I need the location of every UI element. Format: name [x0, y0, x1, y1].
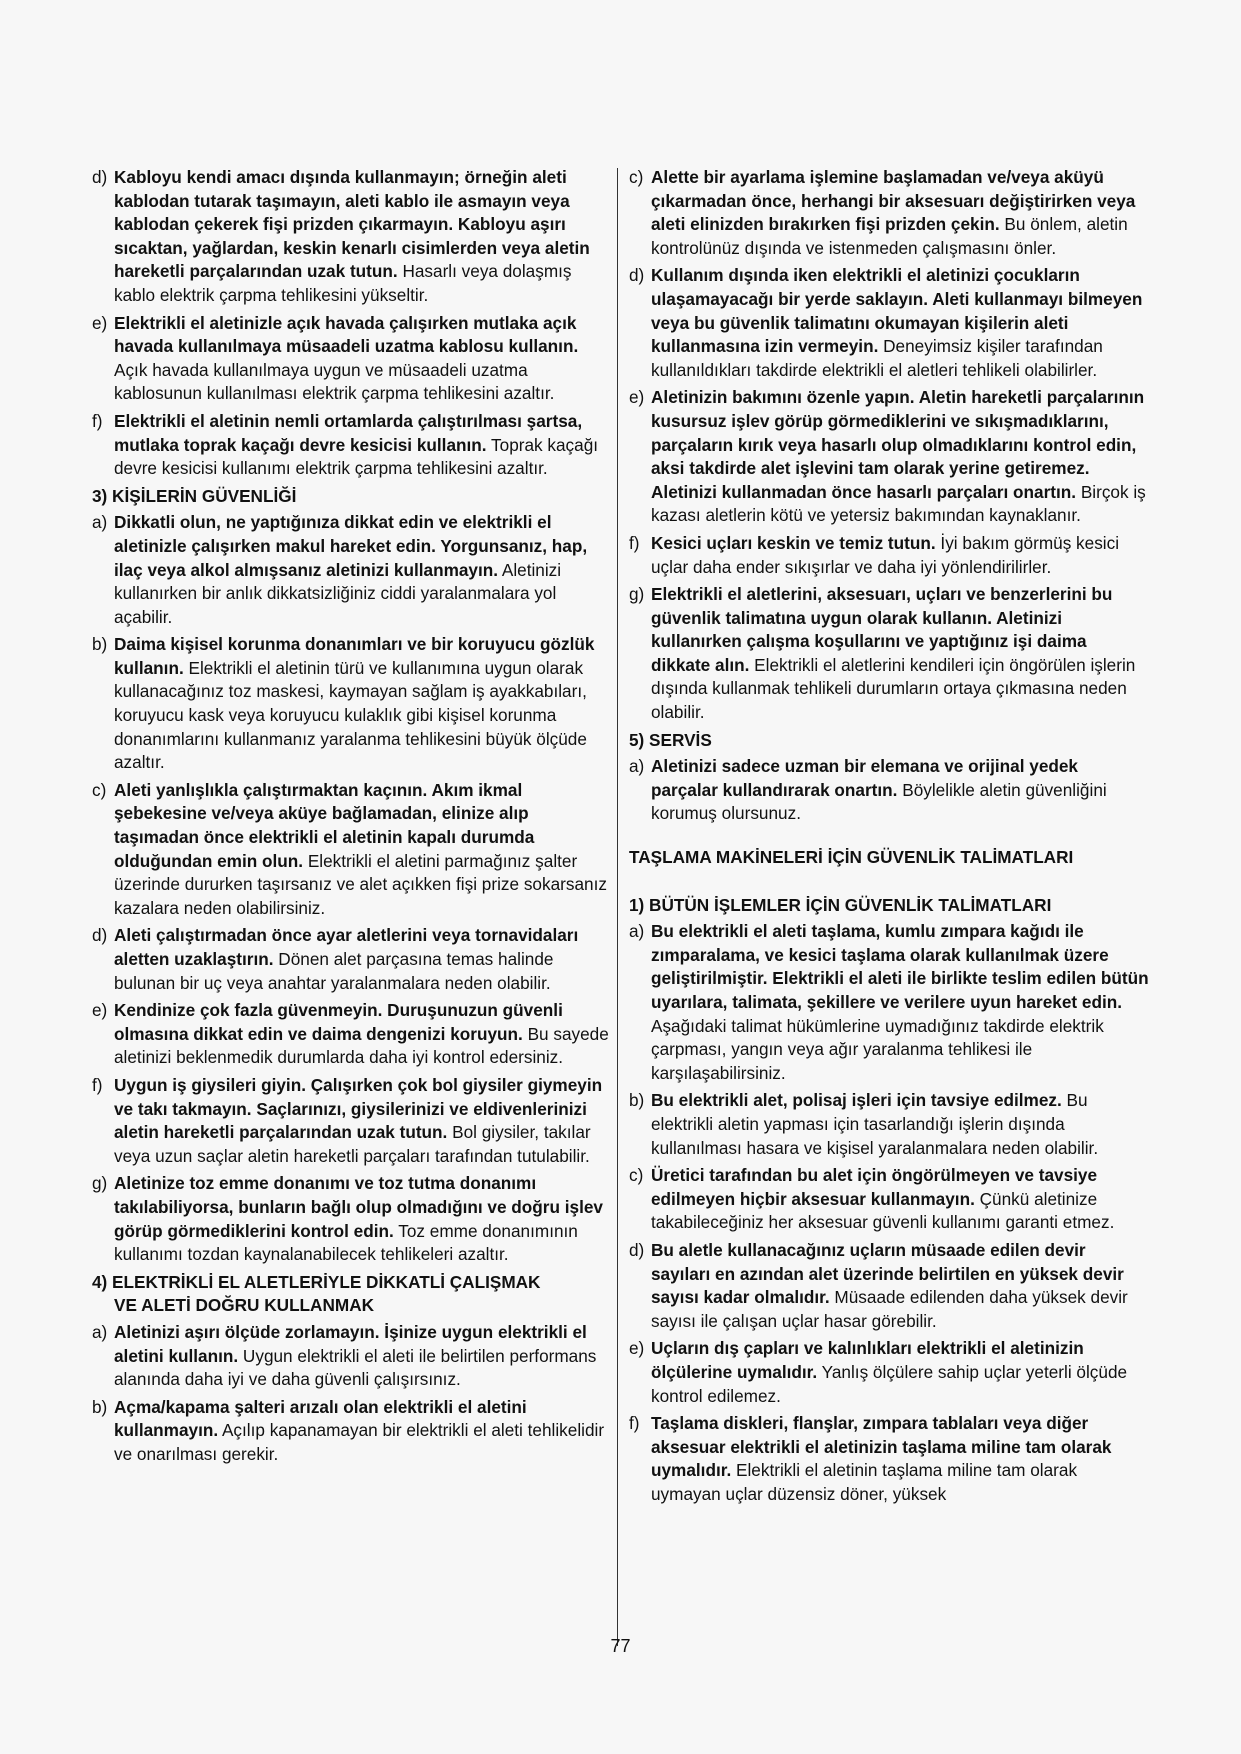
- item-text: Yanlış ölçülere sahip uçlar yeterli ölçüde kontrol edilemez.: [651, 1361, 1128, 1406]
- item-text: Elektrikli el aletinin taşlama miline tam olarak uymayan uçlar düzensiz döner, yüksek: [651, 1460, 1078, 1504]
- list-item: [92, 410, 612, 481]
- item-bold-text: Aletinizi sadece uzman bir elemana ve orijinal yedek parçalar kullandırarak onartın.: [651, 756, 1078, 800]
- list-item: [92, 779, 612, 921]
- item-letter: c): [629, 167, 644, 187]
- item-bold-text: Daima kişisel korunma donanımları ve bir koruyucu gözlük kullanın.: [114, 634, 595, 678]
- item-letter: f): [629, 1413, 640, 1434]
- page-number: 77: [610, 1636, 631, 1656]
- item-bold-text: Elektrikli el aletinizle açık havada çalışırken mutlaka açık havada kullanılmaya müsaadeli uzatma kablosu kullanın.: [114, 312, 579, 357]
- item-bold-text: Taşlama diskleri, flanşlar, zımpara tablaları veya diğer aksesuar elektrikli el aletinizin taşlama miline tam olarak uymalıdır.: [651, 1413, 1112, 1481]
- item-bold-text: Bu elektrikli el aleti taşlama, kumlu zımpara kağıdı ile zımparalama, ve kesici taşlama olarak kullanılmak üzere geliştirilmiştir. Elektrikli el aleti ile birlikte teslim edilen bütün uyarılara, talimata, şekillere ve verilere uyun hareket edin.: [651, 921, 1149, 1012]
- item-letter: b): [92, 1396, 108, 1417]
- item-bold-text: Kendinize çok fazla güvenmeyin. Duruşunuzun güvenli olmasına dikkat edin ve daima dengenizi koruyun.: [114, 1000, 563, 1044]
- item-letter: d): [92, 925, 108, 946]
- section-heading: 1) BÜTÜN İŞLEMLER İÇİN GÜVENLİK TALİMATLARI: [629, 894, 1052, 915]
- list-item: [92, 1074, 612, 1168]
- item-text: Böylelikle aletin güvenliğini korumuş olursunuz.: [651, 779, 1107, 824]
- list-item: [92, 633, 612, 775]
- list-item: [629, 1337, 1149, 1408]
- item-bold-text: Aletinize toz emme donanımı ve toz tutma donanımı takılabiliyorsa, bunların bağlı olup olmadığını ve doğru işlev görüp görmediklerini kontrol edin.: [114, 1173, 603, 1241]
- item-letter: d): [629, 265, 645, 286]
- item-bold-text: Kabloyu kendi amacı dışında kullanmayın; örneğin aleti kablodan tutarak taşımayın, aleti kablo ile asmayın veya kablodan çekerek fişi prizden çıkarmayın. Kabloyu aşırı sıcaktan, yağlardan, keskin kenarlı cisimlerden veya aletin hareketli parçalarından uzak tutun.: [114, 167, 590, 282]
- item-text: Aletinizi kullanırken bir anlık dikkatsizliğiniz ciddi yaralanmalara yol açabilir.: [114, 559, 562, 627]
- item-text: Toz emme donanımının kullanımı tozdan kaynalanabilecek tehlikeleri azaltır.: [114, 1220, 578, 1265]
- item-text: Birçok iş kazası aletlerin kötü ve yetersiz bakımından kaynaklanır.: [651, 481, 1146, 526]
- item-bold-text: Kesici uçları keskin ve temiz tutun.: [651, 532, 936, 553]
- item-letter: e): [629, 387, 645, 408]
- item-text: Açık havada kullanılmaya uygun ve müsaadeli uzatma kablosunun kullanılması elektrik çarpma tehlikesini azaltır.: [114, 359, 555, 404]
- item-text: Açılıp kapanamayan bir elektrikli el aleti tehlikelidir ve onarılması gerekir.: [114, 1420, 605, 1464]
- item-letter: d): [629, 1239, 645, 1260]
- list-item: [629, 386, 1149, 528]
- item-text: Müsaade edilenden daha yüksek devir sayısı ile çalışan uçlar hasar görebilir.: [651, 1287, 1128, 1331]
- item-text: Bol giysiler, takılar veya uzun saçlar aletin hareketli parçaları tarafından tutulabilir.: [114, 1122, 591, 1166]
- heading-line: 4) ELEKTRİKLİ EL ALETLERİYLE DİKKATLİ ÇALIŞMAK: [92, 1271, 541, 1292]
- item-letter: a): [92, 512, 108, 533]
- column-divider: [617, 168, 618, 1646]
- item-text: Dönen alet parçasına temas halinde bulunan bir uç veya anahtar yaralanmalara neden olabilir.: [114, 949, 554, 993]
- list-item: [629, 1164, 1149, 1235]
- left-column: [92, 166, 612, 1470]
- list-item: [629, 920, 1149, 1085]
- item-text: Elektrikli el aletlerini kendileri için öngörülen işlerin dışında kullanmak tehlikeli durumların ortaya çıkmasına neden olabilir.: [651, 654, 1136, 723]
- item-text: Çünkü aletinize takabileceğiniz her aksesuar güvenli kullanımı garanti etmez.: [651, 1188, 1115, 1233]
- item-bold-text: Uçların dış çapları ve kalınlıkları elektrikli el aletinizin ölçülerine uymalıdır.: [651, 1338, 1084, 1382]
- item-text: Elektrikli el aletinin türü ve kullanımına uygun olarak kullanacağınız toz maskesi, kaymayan sağlam iş ayakkabıları, koruyucu kask veya koruyucu kulaklık gibi kişisel korunma donanımlarını kullanmanız yaralanma tehlikesini büyük ölçüde azaltır.: [114, 657, 587, 773]
- list-item: [629, 1089, 1149, 1160]
- item-letter: e): [92, 312, 108, 333]
- item-bold-text: Aleti yanlışlıkla çalıştırmaktan kaçının. Akım ikmal şebekesine ve/veya aküye bağlamadan, elinize alıp taşımadan önce elektrikli el aletinin kapalı durumda olduğundan emin olun.: [114, 779, 535, 871]
- item-letter: c): [629, 1165, 644, 1186]
- item-letter: e): [92, 1000, 108, 1021]
- item-letter: a): [629, 756, 645, 777]
- list-item: [92, 1396, 612, 1467]
- list-item: [629, 532, 1149, 579]
- item-text: Bu elektrikli aletin yapması için tasarlandığı işlerin dışında kullanılması hasara ve kişisel yaralanmalara neden olabilir.: [651, 1090, 1099, 1158]
- item-text: Aşağıdaki talimat hükümlerine uymadığınız takdirde elektrik çarpması, yangın veya ağır yaralanma tehlikesi ile karşılaşabilirsiniz.: [651, 1015, 1104, 1083]
- item-text: Toprak kaçağı devre kesicisi kullanımı elektrik çarpma tehlikesini azaltır.: [114, 434, 599, 479]
- item-bold-text: Üretici tarafından bu alet için öngörülmeyen ve tavsiye edilmeyen hiçbir aksesuar kullanmayın.: [651, 1165, 1098, 1209]
- list-item: [629, 1412, 1149, 1506]
- item-text: Bu sayede aletinizi beklenmedik durumlarda daha iyi kontrol edersiniz.: [114, 1023, 609, 1068]
- list-item: [629, 755, 1149, 826]
- list-item: [92, 999, 612, 1070]
- list-item: [92, 511, 612, 629]
- list-item: [92, 1321, 612, 1392]
- list-item: [92, 924, 612, 995]
- list-item: [629, 1239, 1149, 1333]
- item-letter: f): [92, 410, 103, 431]
- item-letter: g): [629, 584, 645, 605]
- item-text: Elektrikli el aletini parmağınız şalter üzerinde dururken taşırsanız ve alet açıkken fişi prize sokarsanız kazalara neden olabilirsiniz.: [114, 850, 607, 918]
- list-item: [629, 264, 1149, 382]
- item-bold-text: Aletinizi aşırı ölçüde zorlamayın. İşinize uygun elektrikli el aletini kullanın.: [114, 1321, 587, 1366]
- item-bold-text: Alette bir ayarlama işlemine başlamadan ve/veya aküyü çıkarmadan önce, herhangi bir aksesuarı değiştirirken veya aleti elinizden bırakırken fişi prizden çekin.: [651, 167, 1136, 235]
- item-letter: b): [629, 1090, 645, 1111]
- list-item: [629, 166, 1149, 260]
- item-letter: a): [92, 1321, 108, 1342]
- item-text: Bu önlem, aletin kontrolünüz dışında ve istenmeden çalışmasını önler.: [651, 214, 1128, 258]
- section-heading: 3) KİŞİLERİN GÜVENLİĞİ: [92, 485, 297, 506]
- item-letter: c): [92, 779, 107, 800]
- item-letter: f): [629, 532, 640, 553]
- item-text: Uygun elektrikli el aleti ile belirtilen performans alanında daha iyi ve daha güvenli çalışırsınız.: [114, 1345, 597, 1390]
- item-letter: e): [629, 1338, 645, 1359]
- section-heading: [92, 1271, 612, 1318]
- item-bold-text: Elektrikli el aletlerini, aksesuarı, uçları ve benzerlerini bu güvenlik talimatına uygun olarak kullanın. Aletinizi kullanırken çalışma koşullarını ve yaptığınız işi daima dikkate alın.: [651, 584, 1113, 675]
- item-letter: b): [92, 634, 108, 655]
- item-text: İyi bakım görmüş kesici uçlar daha ender sıkışırlar ve daha iyi yönlendirilirler.: [651, 532, 1120, 577]
- item-bold-text: Bu aletle kullanacağınız uçların müsaade edilen devir sayıları en azından alet üzerinde belirtilen en yüksek devir sayısı kadar olmalıdır.: [651, 1239, 1124, 1308]
- item-bold-text: Elektrikli el aletinin nemli ortamlarda çalıştırılması şartsa, mutlaka toprak kaçağı devre kesicisi kullanın.: [114, 410, 583, 455]
- item-bold-text: Kullanım dışında iken elektrikli el aletinizi çocukların ulaşamayacağı bir yerde saklayın. Aleti kullanmayı bilmeyen veya bu güvenlik talimatını okumayan kişilerin aleti kullanmasına izin vermeyin.: [651, 265, 1143, 357]
- list-item: [92, 312, 612, 406]
- list-item: [92, 166, 612, 308]
- item-bold-text: Uygun iş giysileri giyin. Çalışırken çok bol giysiler giymeyin ve takı takmayın. Saçlarınızı, giysilerinizi ve eldivenlerinizi aletin hareketli parçalarından uzak tutun.: [114, 1074, 603, 1143]
- item-bold-text: Bu elektrikli alet, polisaj işleri için tavsiye edilmez.: [651, 1090, 1062, 1111]
- item-bold-text: Dikkatli olun, ne yaptığınıza dikkat edin ve elektrikli el aletinizle çalışırken makul hareket edin. Yorgunsanız, hap, ilaç veya alkol almışsanız aletinizi kullanmayın.: [114, 512, 588, 580]
- list-item: [92, 1172, 612, 1266]
- item-letter: d): [92, 167, 108, 187]
- item-bold-text: Açma/kapama şalteri arızalı olan elektrikli el aletini kullanmayın.: [114, 1396, 527, 1441]
- item-letter: f): [92, 1074, 103, 1095]
- item-letter: g): [92, 1173, 108, 1194]
- right-column: [629, 166, 1149, 1510]
- heading-line: VE ALETİ DOĞRU KULLANMAK: [114, 1295, 375, 1316]
- item-letter: a): [629, 921, 645, 942]
- item-bold-text: Aletinizin bakımını özenle yapın. Aletin hareketli parçalarının kusursuz işlev görüp görmediklerini ve sıkışmadıklarını, parçaların kırık veya hasarlı olup olmadıklarını kontrol edin, aksi takdirde alet işlevini tam olarak yerine getiremez. Aletinizi kullanmadan önce hasarlı parçaları onartın.: [651, 387, 1145, 502]
- section-heading: 5) SERVİS: [629, 729, 712, 750]
- chapter-heading: TAŞLAMA MAKİNELERİ İÇİN GÜVENLİK TALİMATLARI: [629, 847, 1074, 868]
- item-text: Hasarlı veya dolaşmış kablo elektrik çarpma tehlikesini yükseltir.: [114, 261, 572, 305]
- list-item: [629, 583, 1149, 725]
- item-bold-text: Aleti çalıştırmadan önce ayar aletlerini veya tornavidaları aletten uzaklaştırın.: [114, 925, 579, 969]
- item-text: Deneyimsiz kişiler tarafından kullanıldıkları takdirde elektrikli el aletleri tehlikeli olabilirler.: [651, 336, 1103, 380]
